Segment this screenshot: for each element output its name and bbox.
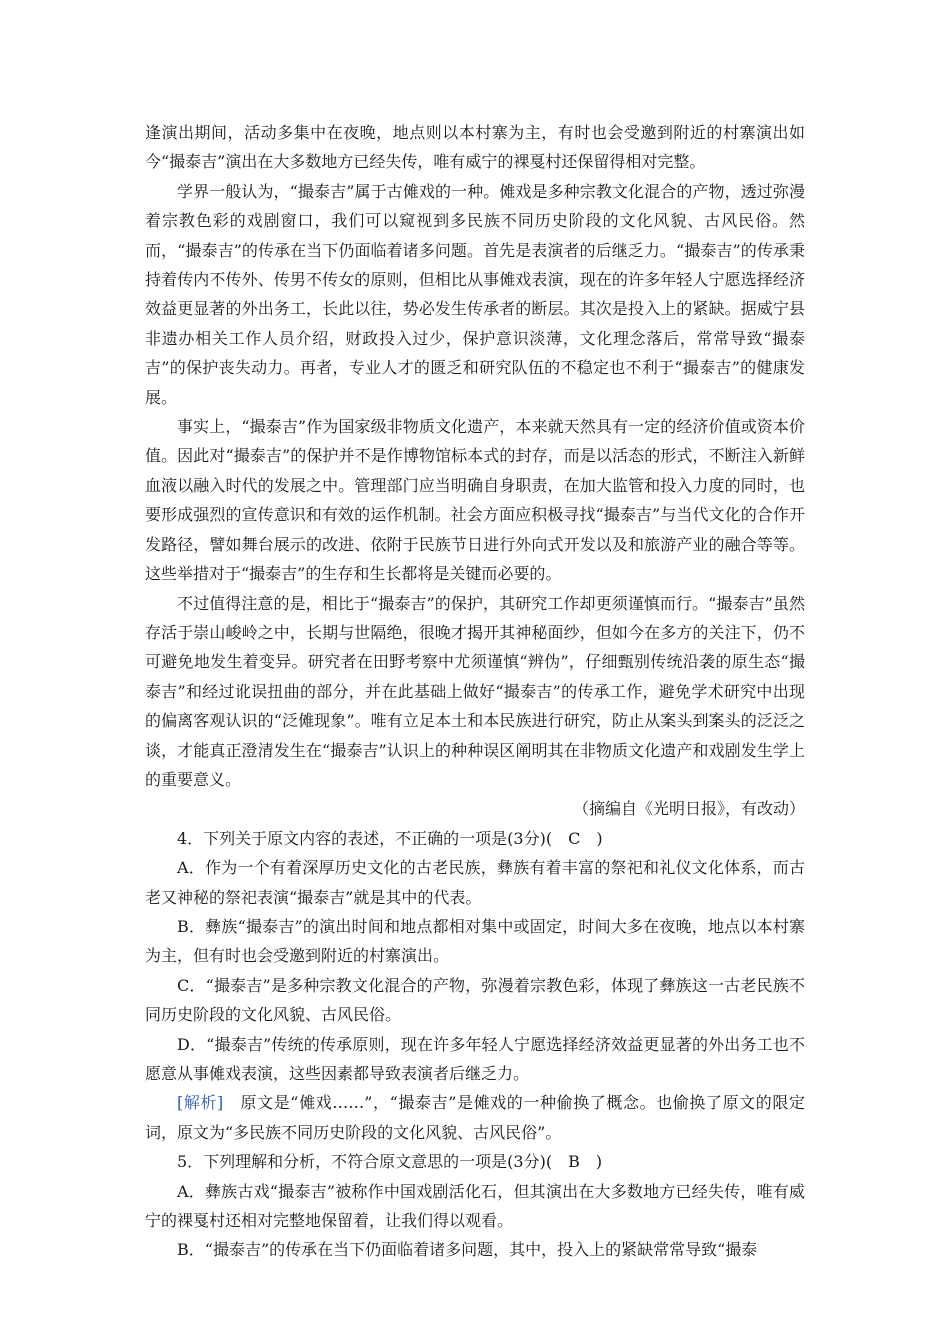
question-4-option-b: B．彝族“撮泰吉”的演出时间和地点都相对集中或固定，时间大多在夜晚，地点以本村寨为主，但有时也会受邀到附近的村寨演出。 [145, 916, 805, 966]
analysis-text: 原文是“傩戏……”，“撮泰吉”是傩戏的一种偷换了概念。也偷换了原文的限定词，原文为“多民族不同历史阶段的文化风貌、古风民俗”。 [145, 1093, 805, 1142]
question-4-analysis [145, 1088, 805, 1147]
question-4-option-d: D．“撮泰吉”传统的传承原则，现在许多年轻人宁愿选择经济效益更显著的外出务工也不愿意从事傩戏表演，这些因素都导致表演者后继乏力。 [145, 1034, 805, 1083]
question-4-option-c: C．“撮泰吉”是多种宗教文化混合的产物，弥漫着宗教色彩，体现了彝族这一古老民族不同历史阶段的文化风貌、古风民俗。 [145, 975, 805, 1025]
question-5-option-a: A．彝族古戏“撮泰吉”被称作中国戏剧活化石，但其演出在大多数地方已经失传，唯有威宁的裸戛村还相对完整地保留着，让我们得以观看。 [145, 1181, 805, 1231]
document-page [145, 118, 805, 1265]
passage-source: （摘编自《光明日报》，有改动） [572, 799, 805, 819]
question-4-stem: 4．下列关于原文内容的表述，不正确的一项是(3分)( C ) [177, 828, 603, 848]
question-4-option-a: A．作为一个有着深厚历史文化的古老民族，彝族有着丰富的祭祀和礼仪文化体系，而古老又神秘的祭祀表演“撮泰吉”就是其中的代表。 [145, 858, 805, 907]
passage-paragraph-3: 事实上，“撮泰吉”作为国家级非物质文化遗产，本来就天然具有一定的经济价值或资本价值。因此对“撮泰吉”的保护并不是作博物馆标本式的封存，而是以活态的形式，不断注入新鲜血液以融入时代的发展之中。管理部门应当明确自身职责，在加大监管和投入力度的同时，也要形成强烈的宣传意识和有效的运作机制。社会方面应积极寻找“撮泰吉”与当代文化的合作开发路径，譬如舞台展示的改进、依附于民族节日进行外向式开发以及和旅游产业的融合等等。这些举措对于“撮泰吉”的生存和生长都将是关键而必要的。 [145, 417, 805, 584]
question-5-stem: 5．下列理解和分析，不符合原文意思的一项是(3分)( B ) [177, 1152, 603, 1172]
question-5-option-b: B．“撮泰吉”的传承在当下仍面临着诸多问题，其中，投入上的紧缺常常导致“撮泰 [177, 1240, 758, 1260]
passage-paragraph-4: 不过值得注意的是，相比于“撮泰吉”的保护，其研究工作却更须谨慎而行。“撮泰吉”虽然存活于崇山峻岭之中，长期与世隔绝，很晚才揭开其神秘面纱，但如今在多方的关注下，仍不可避免地发生着变异。研究者在田野考察中尤须谨慎“辨伪”，仔细甄别传统沿袭的原生态“撮泰吉”和经过讹误扭曲的部分，并在此基础上做好“撮泰吉”的传承工作，避免学术研究中出现的偏离客观认识的“泛傩现象”。唯有立足本土和本民族进行研究，防止从案头到案头的泛泛之谈，才能真正澄清发生在“撮泰吉”认识上的种种误区阐明其在非物质文化遗产和戏剧发生学上的重要意义。 [145, 593, 805, 789]
passage-paragraph-2: 学界一般认为，“撮泰吉”属于古傩戏的一种。傩戏是多种宗教文化混合的产物，透过弥漫着宗教色彩的戏剧窗口，我们可以窥视到多民族不同历史阶段的文化风貌、古风民俗。然而，“撮泰吉”的传承在当下仍面临着诸多问题。首先是表演者的后继乏力。“撮泰吉”的传承秉持着传内不传外、传男不传女的原则，但相比从事傩戏表演，现在的许多年轻人宁愿选择经济效益更显著的外出务工，长此以往，势必发生传承者的断层。其次是投入上的紧缺。据威宁县非遗办相关工作人员介绍，财政投入过少，保护意识淡薄，文化理念落后，常常导致“撮泰吉”的保护丧失动力。再者，专业人才的匮乏和研究队伍的不稳定也不利于“撮泰吉”的健康发展。 [145, 181, 805, 407]
passage-paragraph-1: 逢演出期间，活动多集中在夜晚，地点则以本村寨为主，有时也会受邀到附近的村寨演出如今“撮泰吉”演出在大多数地方已经失传，唯有威宁的裸戛村还保留得相对完整。 [145, 123, 805, 172]
analysis-tag: [解析] [177, 1093, 224, 1113]
